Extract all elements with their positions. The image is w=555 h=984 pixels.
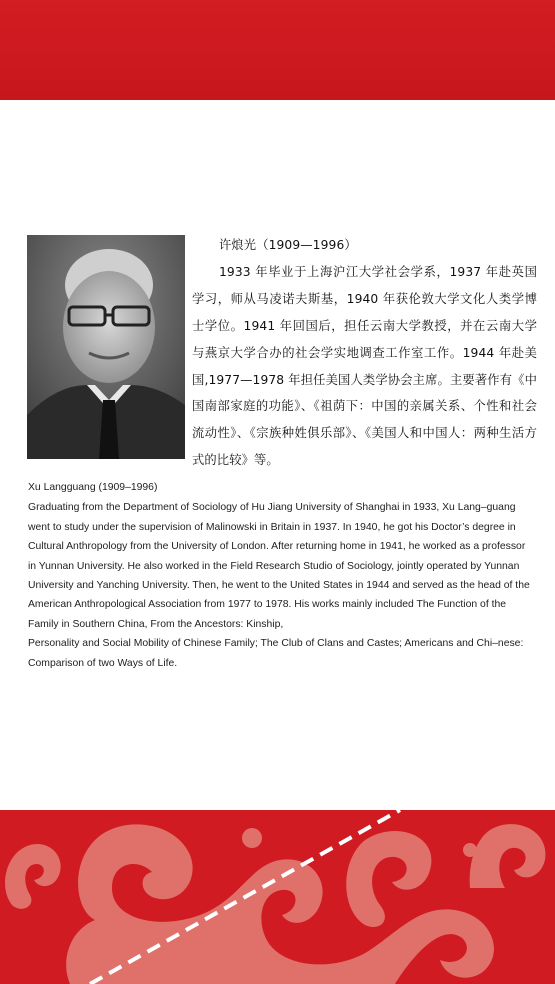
english-body-text-continued: Personality and Social Mobility of Chinese Family; The Club of Clans and Castes; Americans and Chi–nese: Comparison of two Ways of Life. — [28, 638, 524, 669]
english-biography — [28, 478, 535, 673]
portrait-photo — [27, 235, 185, 459]
cloud-pattern-decoration — [0, 810, 555, 984]
chinese-body-text: 1933 年毕业于上海沪江大学社会学系，1937 年赴英国学习，师从马凌诺夫斯基，1940 年获伦敦大学文化人类学博士学位。1941 年回国后，担任云南大学教授，并在云南大学与燕京大学合办的社会学实地调查工作室工作。1944 年赴美国,1977—1978 年担任美国人类学协会主席。主要著作有《中国南部家庭的功能》、《祖荫下：中国的亲属关系、个性和社会流动性》、《宗族种姓俱乐部》、《美国人和中国人：两种生活方式的比较》等。 — [192, 264, 537, 468]
top-red-band — [0, 0, 555, 100]
bottom-red-band — [0, 810, 555, 984]
english-name-heading: Xu Langguang (1909–1996) — [28, 482, 158, 493]
chinese-biography — [192, 232, 537, 474]
chinese-name-heading: 许烺光（1909—1996） — [219, 238, 357, 252]
english-body-text: Graduating from the Department of Sociology of Hu Jiang University of Shanghai in 1933, Xu Lang–guang went to study under the supervision of Malinowski in Britain in 1937. In 1940, he got his Doctor’s degree in Cultural Anthropology from the University of London. After returning home in 1941, he worked as a professor in Yunnan University. He also worked in the Field Research Studio of Sociology, jointly operated by Yunnan University and Yanching University. Then, he went to the United States in 1944 and served as the head of the American Anthropological Association from 1977 to 1978. His works mainly included The Function of the Family in Southern China, From the Ancestors: Kinship, — [28, 502, 530, 630]
